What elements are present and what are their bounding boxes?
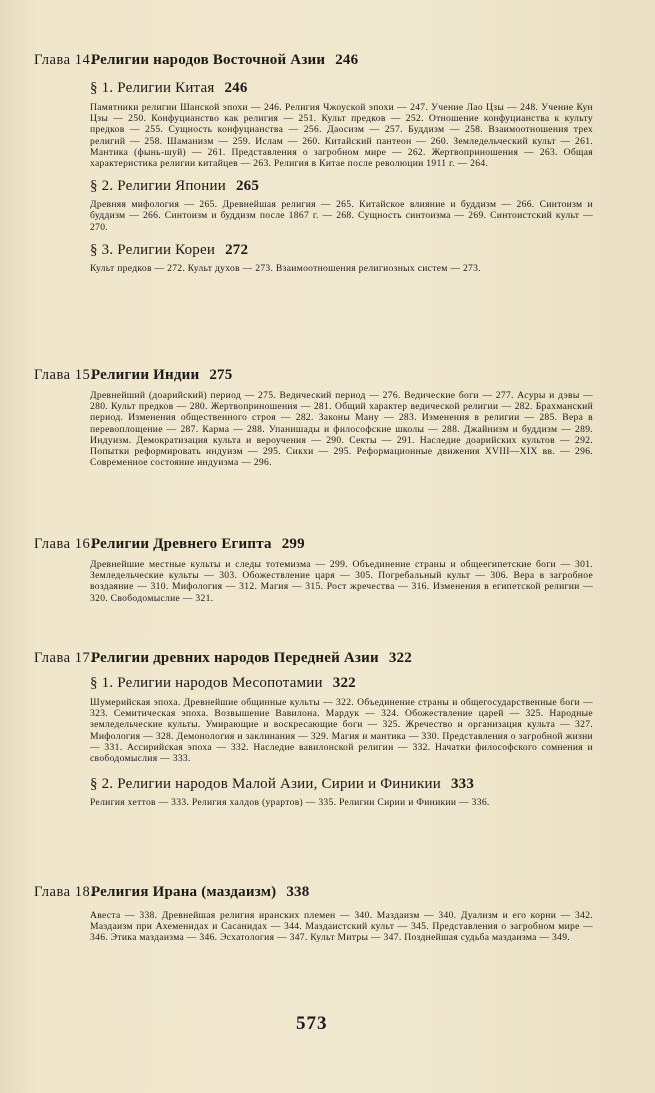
section-contents: Памятники религии Шанской эпохи — 246. Религия Чжоуской эпохи — 247. Учение Лао Цзы — 248. Учение Кун Цзы — 250. Конфуцианство как религия — 251. Культ предков — 252. Отношение конфуцианства к культу предков — 255. Сущность конфуцианства — 256. Даосизм — 257. Буддизм — 258. Взаимоотношения трех религий — 258. Шаманизм — 259. Ислам — 260. Китайский пантеон — 260. Земледельческий культ — 261. Мантика (фынь-шуй) — 261. Представления о загробном мире — 262. Жертвоприношения — 263. Общая характеристика религии китайцев — 263. Религия в Китае после революции 1911 г. — 264. [90,102,593,170]
chapter-18 [0,884,655,944]
chapter-heading [0,52,655,74]
section-contents: Древняя мифология — 265. Древнейшая религия — 265. Китайское влияние и буддизм — 266. Синтоизм и буддизм — 266. Синтоизм и буддизм после 1867 г. — 268. Сущность синтоизма — 269. Синтоистский культ — 270. [90,199,593,233]
section-title: § 2. Религии Японии 265 [90,178,260,195]
chapter-heading [0,536,655,558]
section-contents: Религия хеттов — 333. Религия халдов (урартов) — 335. Религии Сирии и Финикии — 336. [90,797,490,809]
section-japan [0,178,655,233]
section-page: 272 [225,241,249,258]
chapter-contents: Древнейшие местные культы и следы тотемизма — 299. Объединение страны и общеегипетские боги — 301. Земледельческие культы — 303. Обожествление царя — 305. Погребальный культ — 306. Вера в загробное воздаяние — 310. Мифология — 312. Магия — 315. Рост жречества — 316. Изменения в египетской религии — 320. Свободомыслие — 321. [90,559,593,604]
chapter-page: 299 [281,536,305,552]
chapter-contents: Древнейший (доарийский) период — 275. Ведический период — 276. Ведические боги — 277. Асуры и дэвы — 280. Культ предков — 280. Жертвоприношения — 281. Общий характер ведической религии — 282. Брахманский период. Изменения общественного строя — 282. Законы Ману — 283. Изменения в религии — 285. Вера в перевоплощение — 287. Карма — 288. Упанишады и философские школы — 288. Джайнизм и буддизм — 289. Индуизм. Демократизация культа и вероучения — 290. Секты — 291. Наследие доарийских культов — 292. Попытки реформировать индуизм — 295. Сикхи — 295. Реформационные движения XVIII—XIX вв. — 296. Современное состояние индуизма — 296. [90,390,593,469]
section-page: 246 [224,80,248,96]
chapter-heading [0,367,655,389]
chapter-heading [0,884,655,906]
section-contents: Культ предков — 272. Культ духов — 273. Взаимоотношения религиозных систем — 273. [90,262,481,274]
chapter-label: Глава 18. [34,884,95,900]
chapter-title: Религии древних народов Передней Азии 322 [91,650,412,666]
section-title: § 2. Религии народов Малой Азии, Сирии и Финикии 333 [90,776,475,793]
chapter-contents: Авеста — 338. Древнейшая религия иранских племен — 340. Маздаизм — 340. Дуализм и его корни — 342. Маздаизм при Ахеменидах и Сасанидах — 344. Маздаистский культ — 345. Представления о загробном мире — 346. Этика маздаизма — 346. Эсхатология — 347. Культ Митры — 347. Позднейшая судьба маздаизма — 349. [90,910,593,944]
section-title: § 1. Религии народов Месопотамии 322 [90,675,356,691]
section-title: § 3. Религии Кореи 272 [90,241,249,258]
section-mesopotamia [0,675,655,764]
section-title: § 1. Религии Китая 246 [90,80,248,96]
chapter-17 [0,650,655,808]
chapter-15 [0,367,655,468]
chapter-label: Глава 15. [34,367,95,383]
chapter-page: 246 [335,52,359,68]
section-contents: Шумерийская эпоха. Древнейшие общинные культы — 322. Объединение страны и общегосударственные боги — 323. Семитическая эпоха. Возвышение Вавилона. Мардук — 324. Обожествление царей — 325. Народные земледельческие культы. Умирающие и воскресающие боги — 325. Жречество и организация культа — 327. Мифология — 328. Демонология и заклинания — 329. Магия и мантика — 330. Представления о загробной жизни — 331. Ассирийская эпоха — 332. Наследие вавилонской религии — 332. Начатки философского сомнения и свободомыслия — 333. [90,697,593,765]
chapter-page: 275 [209,367,233,383]
section-china [0,80,655,169]
chapter-title: Религия Ирана (маздаизм) 338 [91,884,310,900]
chapter-title: Религии Индии 275 [91,367,233,383]
section-page: 265 [235,178,260,195]
chapter-page: 322 [388,650,412,666]
chapter-label: Глава 14. [34,52,95,68]
chapter-label: Глава 17. [34,650,95,666]
section-asia-minor [0,776,655,808]
chapter-label: Глава 16. [34,536,95,552]
chapter-heading [0,650,655,672]
section-korea [0,242,655,274]
chapter-page: 338 [286,884,310,900]
page-number: 573 [296,1013,328,1034]
chapter-title: Религии народов Восточной Азии 246 [91,52,359,68]
section-page: 333 [450,776,475,793]
chapter-16 [0,536,655,604]
section-page: 322 [332,675,356,691]
chapter-title: Религии Древнего Египта 299 [91,536,305,552]
chapter-14 [0,52,655,274]
